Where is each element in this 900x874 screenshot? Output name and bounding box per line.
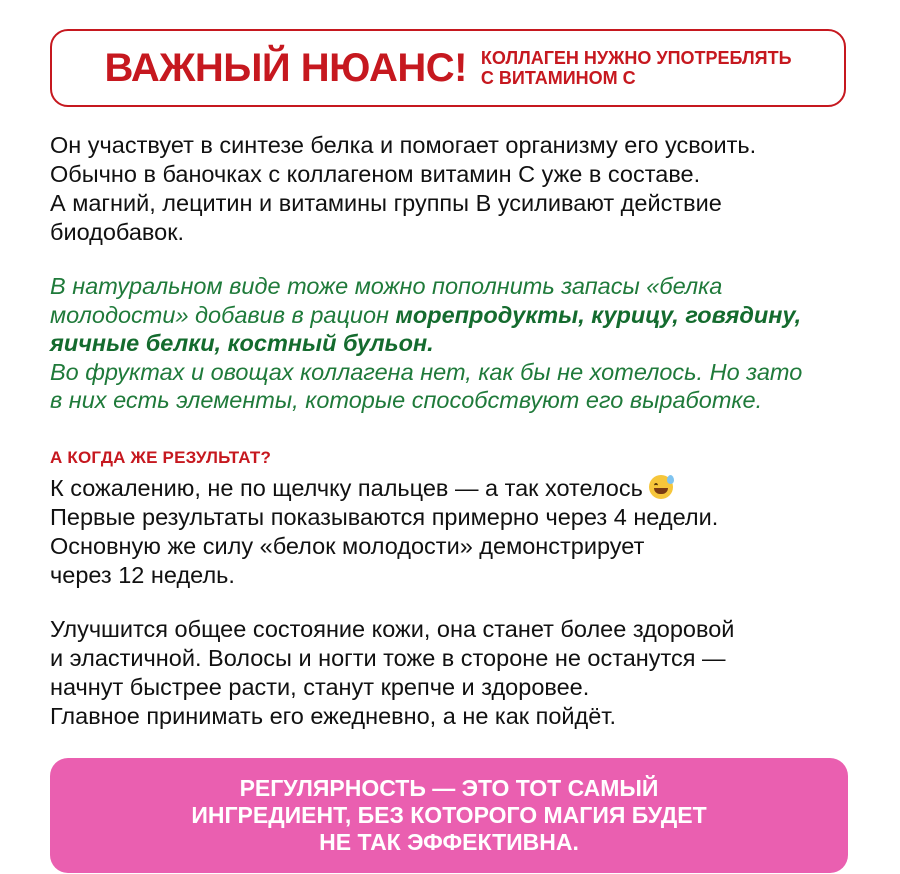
callout-line: ИНГРЕДИЕНТ, БЕЗ КОТОРОГО МАГИЯ БУДЕТ xyxy=(191,802,707,828)
natural-line xyxy=(50,301,850,330)
natural-line-text: молодости» добавив в рацион xyxy=(50,301,396,328)
improvement-paragraph xyxy=(50,615,850,731)
improvement-line: и эластичной. Волосы и ногти тоже в стороне не останутся — xyxy=(50,645,726,671)
sweat-smile-emoji-icon xyxy=(649,475,673,499)
callout-line: НЕ ТАК ЭФФЕКТИВНА. xyxy=(319,829,579,855)
regularity-callout xyxy=(50,758,848,873)
natural-line: В натуральном виде тоже можно пополнить запасы «белка xyxy=(50,273,723,299)
callout-line: РЕГУЛЯРНОСТЬ — ЭТО ТОТ САМЫЙ xyxy=(239,775,659,801)
result-line: Первые результаты показываются примерно через 4 недели. xyxy=(50,504,719,530)
header-title: ВАЖНЫЙ НЮАНС! xyxy=(104,45,467,90)
result-line: Основную же силу «белок молодости» демонстрирует xyxy=(50,533,645,559)
improvement-line: Главное принимать его ежедневно, а не как пойдёт. xyxy=(50,703,616,729)
result-line-text: К сожалению, не по щелчку пальцев — а так хотелось xyxy=(50,475,643,501)
intro-paragraph xyxy=(50,131,850,247)
header-subtitle-line: КОЛЛАГЕН НУЖНО УПОТРЕБЛЯТЬ xyxy=(480,48,792,68)
improvement-line: Улучшится общее состояние кожи, она станет более здоровой xyxy=(50,616,735,642)
header-subtitle-line: С ВИТАМИНОМ С xyxy=(480,68,636,88)
intro-line: А магний, лецитин и витамины группы В усиливают действие xyxy=(50,190,722,216)
header-box xyxy=(50,29,846,107)
result-line: через 12 недель. xyxy=(50,562,235,588)
natural-line: в них есть элементы, которые способствуют его выработке. xyxy=(50,387,763,413)
intro-line: Он участвует в синтезе белка и помогает организму его усвоить. xyxy=(50,132,757,158)
header-subtitle xyxy=(481,48,792,88)
natural-line xyxy=(50,329,850,358)
result-paragraph xyxy=(50,474,850,590)
food-list-bold: яичные белки, костный бульон. xyxy=(50,330,434,356)
food-list-bold: морепродукты, курицу, говядину, xyxy=(395,301,802,328)
intro-line: Обычно в баночках с коллагеном витамин С уже в составе. xyxy=(50,161,701,187)
intro-line: биодобавок. xyxy=(50,219,185,245)
result-heading: А КОГДА ЖЕ РЕЗУЛЬТАТ? xyxy=(50,448,272,467)
natural-line: Во фруктах и овощах коллагена нет, как бы не хотелось. Но зато xyxy=(50,358,803,385)
natural-sources-paragraph xyxy=(50,272,850,415)
result-line xyxy=(50,474,850,503)
improvement-line: начнут быстрее расти, станут крепче и здоровее. xyxy=(50,674,590,700)
